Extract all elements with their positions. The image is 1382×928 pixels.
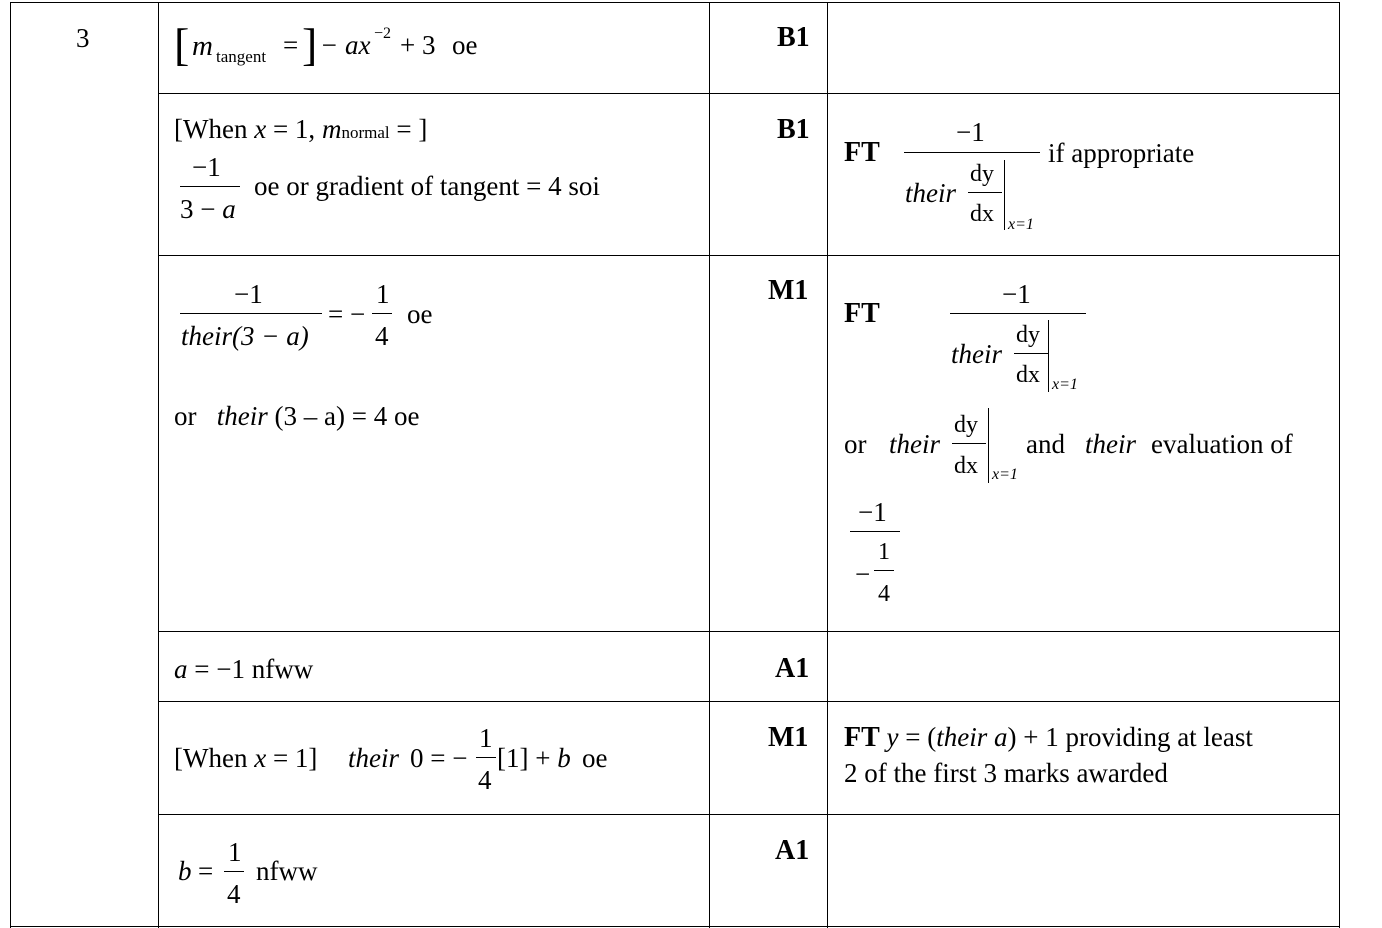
expression-plus3: + 3 xyxy=(400,30,436,60)
r3g-evaluation: evaluation of xyxy=(1151,429,1293,459)
when-sub-normal: normal xyxy=(341,123,390,142)
r3g-four: 4 xyxy=(878,581,890,607)
expression-ax: − ax xyxy=(320,30,371,60)
frac-num: −1 xyxy=(192,152,221,182)
row-2-tail: oe or gradient of tangent = 4 soi xyxy=(254,171,600,201)
table-right-border xyxy=(1339,2,1340,928)
r3-their: their xyxy=(216,401,268,431)
bracket-close: ] xyxy=(302,19,318,70)
r3g-one: 1 xyxy=(878,539,890,565)
r5g-ft: FT xyxy=(844,722,880,753)
mark-row-2: B1 xyxy=(777,114,810,145)
g-eval-bar xyxy=(1004,160,1005,230)
g-eval: x=1 xyxy=(1008,216,1034,233)
r3-one: 1 xyxy=(376,279,390,309)
ft-label: FT xyxy=(844,137,880,168)
r6-eq: = xyxy=(198,856,214,886)
r6-b: b xyxy=(178,856,192,886)
r3g-dx: dx xyxy=(1016,362,1040,388)
r3g-quarter-bar xyxy=(874,570,894,571)
r3g-eval: x=1 xyxy=(1052,376,1078,393)
r3-den-rest: (3 − a) xyxy=(232,321,309,351)
r5-four: 4 xyxy=(478,765,492,795)
frac-den-3: 3 − xyxy=(180,194,223,224)
g-num: −1 xyxy=(956,117,985,147)
row-divider-2 xyxy=(158,255,1340,256)
r3g-num: −1 xyxy=(1002,279,1031,309)
row-divider-5 xyxy=(158,814,1340,815)
oe-label: oe xyxy=(452,30,478,60)
r3-line2-rest: (3 – a) = 4 oe xyxy=(274,401,420,431)
r5g-l1a: = ( xyxy=(898,722,937,752)
question-number: 3 xyxy=(76,23,90,53)
g-tail: if appropriate xyxy=(1048,138,1195,168)
r3g-inner-bar2 xyxy=(952,443,986,444)
r3-or: or xyxy=(174,401,197,431)
r6-one: 1 xyxy=(228,837,242,867)
equals-sign: = xyxy=(283,30,299,60)
r5g-l1b: ) + 1 providing at least xyxy=(1007,722,1253,752)
r3g-eval2: x=1 xyxy=(992,466,1018,483)
g-inner-bar xyxy=(968,192,1002,193)
when-line xyxy=(174,116,427,143)
r5-b: b xyxy=(557,743,571,773)
r5g-y: y xyxy=(886,722,899,752)
g-dx: dx xyxy=(970,201,994,227)
r3-bar xyxy=(180,313,322,314)
bracket-open: [ xyxy=(174,19,190,70)
r5-x: x xyxy=(254,743,267,773)
row-4-answer xyxy=(174,656,313,683)
g-dy: dy xyxy=(970,161,994,187)
r3-eq: = − xyxy=(328,299,366,329)
table-top-border xyxy=(10,2,1340,3)
mark-row-4: A1 xyxy=(775,653,810,684)
r5-oe: oe xyxy=(582,743,608,773)
mark-row-1: B1 xyxy=(777,22,810,53)
mark-row-5: M1 xyxy=(768,722,809,753)
when-mid: = 1, xyxy=(266,114,322,144)
r5-tail-text: [1] + xyxy=(497,743,558,773)
row-divider-4 xyxy=(158,701,1340,702)
r3g-dy: dy xyxy=(1016,322,1040,348)
r3-line2 xyxy=(174,403,419,430)
r4-a: a xyxy=(174,654,188,684)
r3g-dx2: dx xyxy=(954,453,978,479)
frac-den xyxy=(180,196,236,223)
r3g-or: or xyxy=(844,429,867,459)
r3g-and: and xyxy=(1026,429,1065,459)
mark-row-6: A1 xyxy=(775,835,810,866)
table-bottom-border xyxy=(10,926,1340,927)
m-subscript-tangent: tangent xyxy=(216,47,267,66)
r3g-eval-bar2 xyxy=(988,408,989,483)
table-left-border xyxy=(10,2,11,928)
row-divider-3 xyxy=(158,631,1340,632)
r3-four: 4 xyxy=(375,321,389,351)
when-m: m xyxy=(321,114,342,144)
r5-zero: 0 = − xyxy=(410,743,468,773)
r5-their: their xyxy=(348,743,399,773)
r5-when: [When xyxy=(174,743,255,773)
r3g-their2: their xyxy=(889,429,940,459)
g-bar xyxy=(904,152,1040,153)
when-end: = ] xyxy=(389,114,428,144)
m-symbol: m xyxy=(192,30,213,62)
mark-row-3: M1 xyxy=(768,275,809,306)
frac-bar xyxy=(180,186,240,187)
when-x: x xyxy=(254,114,267,144)
r5-pre xyxy=(174,745,317,772)
when-prefix: [When xyxy=(174,114,255,144)
r6-tail: nfww xyxy=(256,856,318,886)
r5-bar xyxy=(476,757,496,758)
r3g-fnum: −1 xyxy=(858,497,887,527)
r3g-fbar xyxy=(850,531,900,532)
col-divider-marks xyxy=(827,2,828,928)
r3g-bar xyxy=(950,313,1086,314)
r3-den xyxy=(181,323,309,350)
r6-bar xyxy=(224,871,244,872)
r5g-their: their xyxy=(936,722,988,752)
r5g-line1 xyxy=(844,724,1253,752)
r5-mid: = 1] xyxy=(266,743,318,773)
col-divider-answer xyxy=(709,2,710,928)
r3g-inner-bar xyxy=(1014,353,1048,354)
r4-rest: = −1 nfww xyxy=(187,654,314,684)
r3g-minus: − xyxy=(855,559,871,589)
frac-den-a: a xyxy=(222,194,236,224)
r5g-line2: 2 of the first 3 marks awarded xyxy=(844,758,1168,788)
r3-quarter-bar xyxy=(372,313,392,314)
row-divider-1 xyxy=(158,93,1340,94)
r3-oe: oe xyxy=(407,299,433,329)
r3g-their: their xyxy=(951,339,1002,369)
r5-one: 1 xyxy=(479,723,493,753)
r3-num: −1 xyxy=(234,279,263,309)
col-divider-question xyxy=(158,2,159,928)
r3g-ft: FT xyxy=(844,298,880,329)
r3g-dy2: dy xyxy=(954,412,978,438)
r5-tail xyxy=(497,745,571,772)
r3g-eval-bar xyxy=(1048,320,1049,392)
r6-four: 4 xyxy=(227,879,241,909)
exponent: −2 xyxy=(374,25,392,42)
r3-den-their: their xyxy=(181,321,232,351)
r3g-their3: their xyxy=(1085,429,1136,459)
r5g-a: a xyxy=(993,722,1008,752)
g-their: their xyxy=(905,178,956,208)
